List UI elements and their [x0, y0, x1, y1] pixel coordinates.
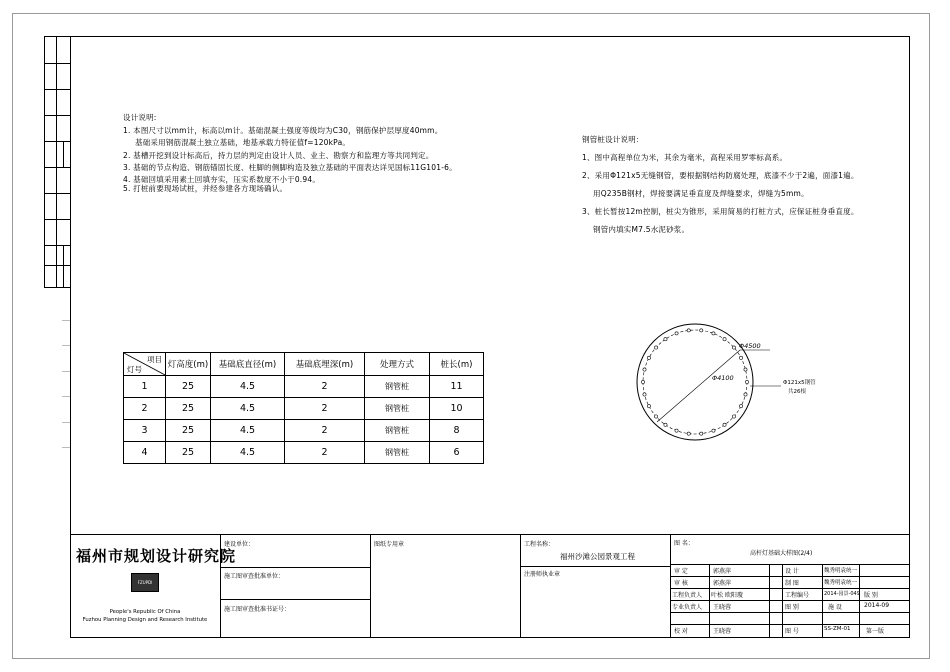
cell-height: 25 — [166, 376, 211, 398]
role-label: 专业负责人 — [672, 604, 703, 611]
right-value: SS-ZM-01 — [824, 626, 851, 632]
pile-dot — [664, 338, 667, 341]
engineer-seal-label: 注册师执业章 — [524, 571, 561, 578]
cell-diameter: 4.5 — [211, 376, 285, 398]
design-note-line: 2. 基槽开挖到设计标高后，持力层的判定由设计人员、业主、勘察方和监理方等共同判定。 — [123, 150, 434, 160]
role-name: 王晓蓉 — [713, 604, 732, 611]
cell-pile-length: 6 — [430, 442, 484, 464]
pile-dot — [723, 338, 726, 341]
project-label: 工程名称： — [524, 541, 555, 548]
role-label: 审 定 — [674, 568, 688, 575]
header-item: 项目 — [147, 355, 162, 364]
cell-height: 25 — [166, 442, 211, 464]
header-method: 处理方式 — [365, 353, 430, 376]
right-label: 图 别 — [785, 604, 799, 611]
pile-note-line: 1、图中高程单位为米，其余为毫米，高程采用罗零标高系。 — [582, 153, 788, 162]
cell-depth: 2 — [285, 442, 365, 464]
cell-no: 2 — [124, 398, 166, 420]
role-name: 郭燕萍 — [713, 580, 732, 587]
pile-dot — [647, 405, 650, 408]
cell-pile-length: 11 — [430, 376, 484, 398]
pile-dot — [675, 332, 678, 335]
cell-no: 1 — [124, 376, 166, 398]
margin-tick — [62, 345, 70, 346]
table-row — [124, 398, 484, 420]
edition-label: 版 别 — [864, 592, 878, 599]
pile-note-line: 用Q235B钢材，焊接要满足垂直度及焊缝要求，焊缝为5mm。 — [593, 189, 809, 198]
drawing-name-label: 图 名： — [674, 540, 694, 547]
inner-circle — [643, 330, 747, 434]
cell-method: 钢管桩 — [365, 442, 430, 464]
margin-tick — [62, 396, 70, 397]
cell-depth: 2 — [285, 398, 365, 420]
cell-depth: 2 — [285, 376, 365, 398]
pile-dot — [732, 415, 735, 418]
signature-strip — [44, 36, 71, 288]
header-height: 灯高度(m) — [166, 353, 211, 376]
right-label: 设 计 — [785, 568, 799, 575]
pile-dot — [654, 346, 657, 349]
design-note-line: 1. 本图尺寸以mm计，标高以m计。基础混凝土强度等级均为C30，钢筋保护层厚度40mm。 — [123, 125, 443, 135]
role-name: 叶松 欧阳瓊 — [711, 592, 743, 599]
outer-circle — [637, 324, 753, 440]
pile-dot — [739, 405, 742, 408]
seal-label: 图纸专用章 — [374, 541, 405, 548]
role-name: 王晓蓉 — [713, 628, 732, 635]
institute-english-1: People's Republic Of China — [109, 609, 181, 615]
project-name: 福州沙滩公园景观工程 — [560, 552, 635, 561]
cell-pile-length: 8 — [430, 420, 484, 442]
role-label: 校 对 — [674, 628, 688, 635]
role-name: 郭燕萍 — [713, 568, 732, 575]
cell-no: 4 — [124, 442, 166, 464]
institute-logo: FZUPDI — [131, 573, 159, 592]
margin-tick — [62, 371, 70, 372]
margin-tick — [62, 447, 70, 448]
cell-diameter: 4.5 — [211, 398, 285, 420]
right-label: 图 号 — [785, 628, 799, 635]
pile-note-line: 2、采用Φ121x5无缝钢管，要根据钢结构防腐处理，底漆不少于2遍，面漆1遍。 — [582, 171, 859, 180]
design-note-line: 3. 基础的节点构造、钢筋锚固长度、柱脚的侧脚构造及独立基础的平面表达详见国标11G101-6。 — [123, 163, 457, 172]
review-unit-label: 施工图审查批准单位： — [224, 573, 285, 580]
design-note-line: 4. 基础回填采用素土回填夯实，压实系数度不小于0.94。 — [123, 174, 321, 184]
design-notes-title: 设计说明: — [123, 113, 157, 122]
edition: 第一版 — [866, 628, 885, 635]
cell-method: 钢管桩 — [365, 398, 430, 420]
header-pile-length: 桩长(m) — [430, 353, 484, 376]
cell-depth: 2 — [285, 420, 365, 442]
table-row — [124, 376, 484, 398]
pile-dot — [700, 329, 703, 332]
pile-notes — [582, 131, 859, 239]
pile-dot — [643, 368, 646, 371]
pile-dot — [687, 329, 690, 332]
margin-tick — [62, 422, 70, 423]
pile-dot — [739, 356, 742, 359]
role-label: 审 核 — [674, 580, 688, 587]
pile-dot — [675, 429, 678, 432]
cell-diameter: 4.5 — [211, 420, 285, 442]
cell-no: 3 — [124, 420, 166, 442]
role-label: 工程负责人 — [672, 592, 703, 599]
pile-dot — [723, 423, 726, 426]
cell-height: 25 — [166, 398, 211, 420]
institute-english-2: Fuzhou Planning Design and Research Institute — [82, 617, 208, 623]
table-header-row — [124, 353, 484, 376]
right-value: 魏秀明袁统一 — [824, 568, 858, 574]
pile-dot — [654, 415, 657, 418]
pile-dot — [744, 368, 747, 371]
pile-dot — [732, 346, 735, 349]
outer-diameter-label: Φ4500 — [739, 342, 761, 350]
pile-dot — [700, 432, 703, 435]
pile-note-line: 钢管内填实M7.5水泥砂浆。 — [593, 225, 690, 234]
pile-dot — [664, 423, 667, 426]
pile-dot — [745, 380, 748, 383]
pile-dot — [712, 332, 715, 335]
institute-name: 福州市规划设计研究院 — [76, 547, 237, 565]
diameter-line — [657, 350, 740, 422]
diagonal-header-cell — [124, 353, 166, 376]
design-note-line: 5. 打桩前要现场试桩，并经参建各方现场确认。 — [123, 184, 288, 193]
margin-tick — [62, 320, 70, 321]
inner-diameter-label: Φ4100 — [712, 374, 734, 382]
table-row — [124, 442, 484, 464]
cell-height: 25 — [166, 420, 211, 442]
drawing-name: 高杆灯基础大样图(2/4) — [750, 550, 813, 557]
header-depth: 基础底埋深(m) — [285, 353, 365, 376]
pile-layout-diagram — [600, 320, 840, 470]
pile-dot — [647, 356, 650, 359]
header-lamp: 灯号 — [127, 365, 142, 374]
pile-dot — [687, 432, 690, 435]
cell-method: 钢管桩 — [365, 376, 430, 398]
cell-pile-length: 10 — [430, 398, 484, 420]
pile-dot — [641, 380, 644, 383]
design-notes — [123, 112, 457, 194]
review-cert-label: 施工图审查批准书证号： — [224, 606, 291, 613]
client-label: 建设单位： — [224, 541, 255, 548]
right-label: 制 图 — [785, 580, 799, 587]
foundation-table — [123, 352, 484, 464]
pile-dot — [712, 429, 715, 432]
cell-method: 钢管桩 — [365, 420, 430, 442]
right-value: 魏秀明袁统一 — [824, 580, 858, 586]
pile-note-line: 3、桩长暂按12m控制，桩尖为锥形，采用简易的打桩方式，应保证桩身垂直度。 — [582, 207, 859, 216]
date: 2014-09 — [864, 602, 890, 609]
pile-count-label: 共26根 — [788, 389, 806, 395]
title-block — [70, 534, 909, 637]
table-row — [124, 420, 484, 442]
pile-notes-title: 钢管桩设计说明： — [582, 135, 644, 144]
design-note-line: 基础采用钢筋混凝土独立基础，地基承载力特征值f=120kPa。 — [135, 138, 351, 147]
right-value: 2014-园景-049 — [824, 591, 860, 597]
right-value: 施 设 — [828, 604, 842, 611]
pile-dot — [643, 393, 646, 396]
pile-spec-label: Φ121x5钢管 — [783, 380, 816, 386]
right-label: 工程编号 — [785, 592, 810, 599]
pile-dots — [641, 329, 748, 435]
header-diameter: 基础底直径(m) — [211, 353, 285, 376]
cell-diameter: 4.5 — [211, 442, 285, 464]
pile-dot — [744, 393, 747, 396]
